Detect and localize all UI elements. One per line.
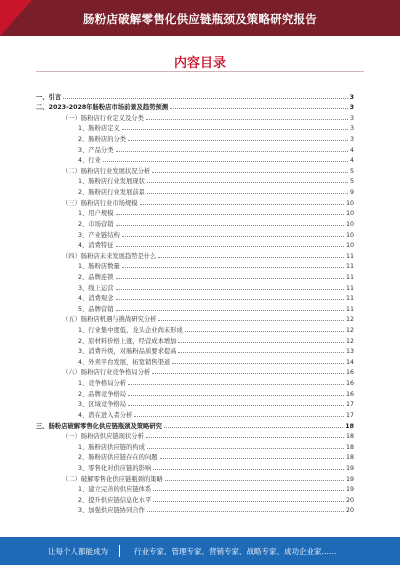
toc-entry-page: 19 — [345, 475, 354, 483]
toc-entry[interactable] — [36, 313, 354, 324]
toc-entry[interactable] — [36, 345, 354, 356]
toc-dot-leader — [158, 320, 344, 321]
toc-entry-label: （一）肠粉店供应链现状分析 — [62, 433, 144, 441]
toc-dot-leader — [152, 373, 344, 374]
toc-entry[interactable] — [36, 111, 354, 122]
toc-entry[interactable] — [36, 154, 354, 165]
toc-entry-page: 11 — [345, 284, 354, 292]
toc-dot-leader — [153, 469, 344, 470]
toc-entry-page: 3 — [349, 136, 354, 144]
toc-dot-leader — [134, 416, 344, 417]
toc-entry-label: 三、肠粉店破解零售化供应链瓶颈及策略研究 — [36, 422, 162, 430]
toc-entry[interactable] — [36, 504, 354, 515]
toc-entry-page: 11 — [345, 263, 354, 271]
toc-entry-label: （二）肠粉店行业发展状况分析 — [62, 167, 151, 175]
toc-entry-page: 3 — [349, 125, 354, 133]
toc-entry-page: 11 — [345, 273, 354, 281]
toc-entry[interactable] — [36, 196, 354, 207]
toc-entry-label: 2、提升供应链信息化水平 — [78, 496, 152, 504]
toc-entry-label: （一）肠粉店行业定义及分类 — [62, 114, 144, 122]
toc-entry[interactable] — [36, 483, 354, 494]
toc-dot-leader — [185, 331, 344, 332]
toc-entry-label: 2、品牌竞争格局 — [78, 390, 127, 398]
toc-entry[interactable] — [36, 281, 354, 292]
toc-entry-label: （三）肠粉店行业市场规模 — [62, 199, 138, 207]
toc-entry-label: 3、加强供应链协同合作 — [78, 507, 145, 515]
toc-entry[interactable] — [36, 472, 354, 483]
toc-dot-leader — [158, 257, 344, 258]
toc-entry[interactable] — [36, 419, 354, 430]
toc-entry-page: 3 — [349, 104, 354, 112]
toc-dot-leader — [146, 437, 344, 438]
toc-entry[interactable] — [36, 207, 354, 218]
toc-entry-label: 3、消费升级，对肠粉品质要求提高 — [78, 348, 177, 356]
toc-entry-label: 4、潜在进入者分析 — [78, 411, 133, 419]
toc-dot-leader — [147, 448, 344, 449]
toc-entry-page: 16 — [345, 390, 354, 398]
toc-entry[interactable] — [36, 451, 354, 462]
toc-entry[interactable] — [36, 122, 354, 133]
footer-slogan: 让每个人都能成为 — [48, 547, 108, 556]
toc-entry-label: 4、行业 — [78, 157, 101, 165]
toc-entry-page: 10 — [345, 220, 354, 228]
toc-entry-page: 10 — [345, 210, 354, 218]
toc-entry-label: 2、市场营销 — [78, 220, 114, 228]
toc-entry-page: 4 — [349, 157, 354, 165]
toc-entry-label: 4、消费特征 — [78, 242, 114, 250]
toc-entry[interactable] — [36, 239, 354, 250]
toc-dot-leader — [147, 511, 344, 512]
toc-dot-leader — [128, 405, 344, 406]
toc-entry-page: 18 — [345, 422, 354, 430]
toc-entry[interactable] — [36, 493, 354, 504]
toc-entry-page: 11 — [345, 252, 354, 260]
toc-entry[interactable] — [36, 334, 354, 345]
toc-entry-label: 1、肠粉店数量 — [78, 263, 120, 271]
document-title: 肠粉店破解零售化供应链瓶颈及策略研究报告 — [83, 12, 317, 26]
toc-dot-leader — [103, 161, 348, 162]
toc-entry[interactable] — [36, 270, 354, 281]
toc-dot-leader — [147, 193, 348, 194]
toc-entry[interactable] — [36, 355, 354, 366]
toc-dot-leader — [122, 236, 344, 237]
toc-entry[interactable] — [36, 430, 354, 441]
toc-entry-label: （六）肠粉店行业竞争格局分析 — [62, 369, 151, 377]
toc-entry-label: （二）破解零售化供应链瓶颈的策略 — [62, 475, 163, 483]
toc-dot-leader — [178, 352, 344, 353]
toc-entry-page: 19 — [345, 486, 354, 494]
toc-dot-leader — [164, 427, 343, 428]
toc-entry-page: 10 — [345, 242, 354, 250]
toc-entry-label: 二、2023-2028年肠粉店市场前景及趋势预测 — [36, 104, 169, 112]
footer-tagline: 行业专家、管理专家、营销专家、战略专家、成功企业家…… — [134, 547, 337, 556]
toc-entry-page: 16 — [345, 380, 354, 388]
toc-entry-page: 18 — [345, 433, 354, 441]
toc-dot-leader — [152, 172, 348, 173]
toc-entry-page: 12 — [345, 327, 354, 335]
toc-entry-page: 5 — [349, 167, 354, 175]
toc-entry-page: 17 — [345, 411, 354, 419]
toc-entry-page: 3 — [349, 93, 354, 101]
toc-entry-page: 20 — [345, 507, 354, 515]
toc-entry-label: 1、竞争格局分析 — [78, 380, 127, 388]
toc-title: 内容目录 — [173, 56, 226, 71]
toc-entry[interactable] — [36, 217, 354, 228]
toc-dot-leader — [128, 140, 348, 141]
toc-entry-page: 3 — [349, 114, 354, 122]
toc-dot-leader — [153, 490, 344, 491]
toc-entry-page: 4 — [349, 146, 354, 154]
toc-entry-label: 2、肠粉店供应链存在的问题 — [78, 454, 158, 462]
toc-entry-label: 4、外卖平台发展，拓宽销售渠道 — [78, 358, 171, 366]
footer-divider — [119, 545, 120, 557]
toc-dot-leader — [128, 384, 344, 385]
toc-entry-page: 13 — [345, 348, 354, 356]
toc-dot-leader — [122, 129, 348, 130]
toc-entry-label: 3、线上运营 — [78, 284, 114, 292]
toc-entry-label: 5、品牌营销 — [78, 305, 114, 313]
toc-dot-leader — [147, 182, 348, 183]
toc-dot-leader — [116, 214, 344, 215]
toc-entry-label: 1、行业集中度低，龙头企业尚未形成 — [78, 327, 183, 335]
toc-entry-page: 18 — [345, 454, 354, 462]
toc-dot-leader — [116, 278, 344, 279]
toc-entry-page: 14 — [345, 358, 354, 366]
toc-entry[interactable] — [36, 302, 354, 313]
toc-entry[interactable] — [36, 132, 354, 143]
toc-entry[interactable] — [36, 408, 354, 419]
toc-divider — [36, 71, 364, 72]
toc-entry-page: 17 — [345, 401, 354, 409]
toc-dot-leader — [116, 310, 344, 311]
toc-entry-page: 19 — [345, 464, 354, 472]
toc-dot-leader — [178, 342, 344, 343]
toc-entry-page: 12 — [345, 316, 354, 324]
toc-entry-label: 1、建立完善的供应链体系 — [78, 486, 152, 494]
toc-entry-label: 3、区域竞争格局 — [78, 401, 127, 409]
toc-dot-leader — [122, 267, 344, 268]
toc-entry-label: 2、肠粉店行业发展前景 — [78, 189, 145, 197]
toc-entry-page: 10 — [345, 231, 354, 239]
toc-entry[interactable] — [36, 398, 354, 409]
toc-dot-leader — [116, 299, 344, 300]
toc-dot-leader — [116, 289, 344, 290]
header-bar — [0, 0, 400, 36]
toc-dot-leader — [165, 480, 344, 481]
toc-entry[interactable] — [36, 323, 354, 334]
toc-entry[interactable] — [36, 292, 354, 303]
toc-entry-label: 1、肠粉店供应链的构成 — [78, 443, 145, 451]
toc-dot-leader — [140, 204, 344, 205]
toc-dot-leader — [146, 119, 348, 120]
toc-dot-leader — [116, 246, 344, 247]
toc-entry[interactable] — [36, 440, 354, 451]
toc-entry-label: （四）肠粉店未来发展趋势是什么 — [62, 252, 157, 260]
toc-entry-page: 12 — [345, 337, 354, 345]
toc-entry-page: 9 — [349, 189, 354, 197]
toc-entry-page: 18 — [345, 443, 354, 451]
toc-entry-label: 1、肠粉店定义 — [78, 125, 120, 133]
toc-entry-label: 2、原材料价格上涨，经营成本增加 — [78, 337, 177, 345]
toc-entry[interactable] — [36, 101, 354, 112]
toc-entry[interactable] — [36, 249, 354, 260]
toc-dot-leader — [116, 225, 344, 226]
toc-entry-page: 10 — [345, 199, 354, 207]
toc-dot-leader — [128, 395, 344, 396]
toc-entry[interactable] — [36, 366, 354, 377]
toc-entry-page: 5 — [349, 178, 354, 186]
toc-entry[interactable] — [36, 376, 354, 387]
toc-entry[interactable] — [36, 260, 354, 271]
toc-entry[interactable] — [36, 143, 354, 154]
toc-entry-label: 1、肠粉店行业发展现状 — [78, 178, 145, 186]
table-of-contents — [36, 90, 354, 514]
toc-entry[interactable] — [36, 228, 354, 239]
toc-entry-label: 1、用户规模 — [78, 210, 114, 218]
toc-entry-label: 一、引言 — [36, 93, 62, 101]
toc-entry-label: 3、产业链结构 — [78, 231, 120, 239]
toc-entry[interactable] — [36, 90, 354, 101]
toc-entry[interactable] — [36, 387, 354, 398]
toc-entry-page: 20 — [345, 496, 354, 504]
toc-entry-page: 16 — [345, 369, 354, 377]
toc-entry-label: 2、肠粉店的分类 — [78, 136, 127, 144]
toc-dot-leader — [170, 108, 347, 109]
toc-entry-label: 3、零售化对供应链的影响 — [78, 464, 152, 472]
toc-dot-leader — [172, 363, 344, 364]
toc-entry-label: 2、品牌连锁 — [78, 273, 114, 281]
toc-entry-page: 11 — [345, 305, 354, 313]
toc-entry[interactable] — [36, 175, 354, 186]
toc-entry-page: 11 — [345, 295, 354, 303]
toc-dot-leader — [153, 501, 344, 502]
toc-entry[interactable] — [36, 461, 354, 472]
toc-dot-leader — [63, 98, 347, 99]
footer-bar — [0, 537, 400, 565]
toc-entry-label: 4、消费观念 — [78, 295, 114, 303]
toc-entry-label: 3、产品分类 — [78, 146, 114, 154]
toc-dot-leader — [160, 458, 344, 459]
toc-entry-label: （五）肠粉店机遇与挑战研究分析 — [62, 316, 157, 324]
toc-entry[interactable] — [36, 185, 354, 196]
toc-dot-leader — [116, 151, 348, 152]
toc-entry[interactable] — [36, 164, 354, 175]
